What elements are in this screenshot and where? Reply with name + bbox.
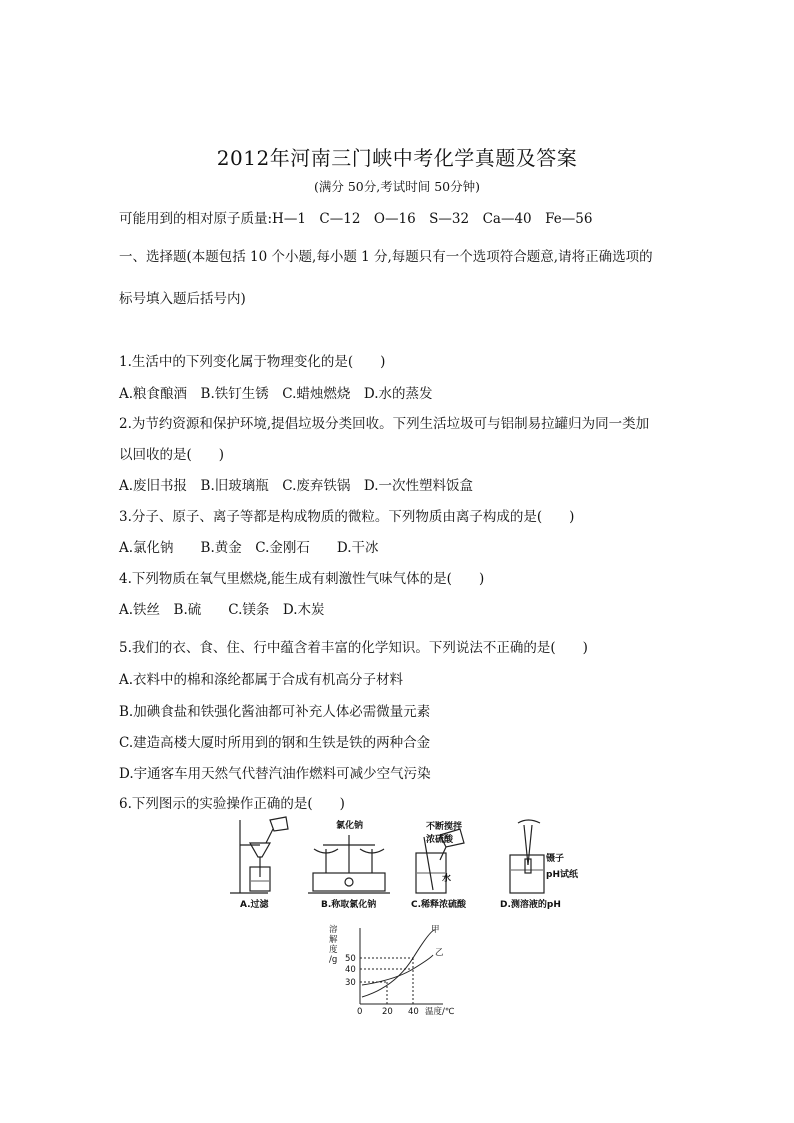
caption-a: A.过滤 <box>240 900 269 910</box>
ytick-50: 50 <box>345 954 356 964</box>
q2-stem-line2: 以回收的是( ) <box>119 447 225 463</box>
series-jia-label: 甲 <box>431 925 440 935</box>
x-axis-label: 温度/℃ <box>425 1007 455 1017</box>
caption-d: D.测溶液的pH <box>500 900 561 910</box>
atomic-masses: 可能用到的相对原子质量:H—1 C—12 O—16 S—32 Ca—40 Fe—56 <box>119 211 593 227</box>
xtick-20: 20 <box>382 1007 393 1017</box>
ytick-40: 40 <box>345 965 356 975</box>
exam-info: (满分 50分,考试时间 50分钟) <box>314 179 480 194</box>
q5-option-a: A.衣料中的棉和涤纶都属于合成有机高分子材料 <box>119 672 404 688</box>
curve-jia <box>362 930 435 997</box>
q5-option-d: D.宇通客车用天然气代替汽油作燃料可减少空气污染 <box>119 766 431 782</box>
ylabel-1: 溶 <box>329 925 338 935</box>
ytick-30: 30 <box>345 978 356 988</box>
q1-options: A.粮食酿酒 B.铁钉生锈 C.蜡烛燃烧 D.水的蒸发 <box>119 386 433 402</box>
series-yi-label: 乙 <box>435 948 444 958</box>
q4-stem: 4.下列物质在氧气里燃烧,能生成有刺激性气味气体的是( ) <box>119 571 485 587</box>
experiment-figure <box>228 815 588 910</box>
q1-stem: 1.生活中的下列变化属于物理变化的是( ) <box>119 354 386 370</box>
xtick-40: 40 <box>408 1007 419 1017</box>
xtick-0: 0 <box>357 1007 363 1017</box>
filtration-apparatus <box>230 817 288 893</box>
q3-options: A.氯化钠 B.黄金 C.金刚石 D.干冰 <box>119 540 379 556</box>
page-title: 2012年河南三门峡中考化学真题及答案 <box>216 146 578 170</box>
curve-yi <box>362 955 433 985</box>
q2-options: A.废旧书报 B.旧玻璃瓶 C.废弃铁锅 D.一次性塑料饭盒 <box>119 478 474 494</box>
q2-stem-line1: 2.为节约资源和保护环境,提倡垃圾分类回收。下列生活垃圾可与铝制易拉罐归为同一类加 <box>119 416 650 432</box>
q4-options: A.铁丝 B.硫 C.镁条 D.木炭 <box>119 602 325 618</box>
caption-c: C.稀释浓硫酸 <box>411 900 467 910</box>
q6-stem: 6.下列图示的实验操作正确的是( ) <box>119 796 345 812</box>
balance-apparatus <box>308 835 390 893</box>
label-water: 水 <box>442 874 452 884</box>
label-ph-paper: pH试纸 <box>546 870 578 880</box>
label-acid: 浓硫酸 <box>426 835 454 845</box>
solubility-graph <box>325 922 475 1017</box>
caption-b: B.称取氯化钠 <box>321 900 377 910</box>
q5-option-c: C.建造高楼大厦时所用到的钢和生铁是铁的两种合金 <box>119 735 431 751</box>
q3-stem: 3.分子、原子、离子等都是构成物质的微粒。下列物质由离子构成的是( ) <box>119 509 575 525</box>
ylabel-2: 解 <box>329 935 338 945</box>
ylabel-3: 度 <box>329 945 338 955</box>
ph-test-apparatus <box>510 820 544 893</box>
q5-option-b: B.加碘食盐和铁强化酱油都可补充人体必需微量元素 <box>119 704 431 720</box>
q5-stem: 5.我们的衣、食、住、行中蕴含着丰富的化学知识。下列说法不正确的是( ) <box>119 640 588 656</box>
ylabel-4: /g <box>329 955 338 965</box>
section-heading-line2: 标号填入题后括号内) <box>119 291 246 307</box>
label-nacl: 氯化钠 <box>336 821 364 831</box>
section-heading-line1: 一、选择题(本题包括 10 个小题,每小题 1 分,每题只有一个选项符合题意,请将正确选项的 <box>119 249 653 265</box>
label-tweezers: 镊子 <box>546 854 565 864</box>
label-stir: 不断搅拌 <box>426 822 463 832</box>
